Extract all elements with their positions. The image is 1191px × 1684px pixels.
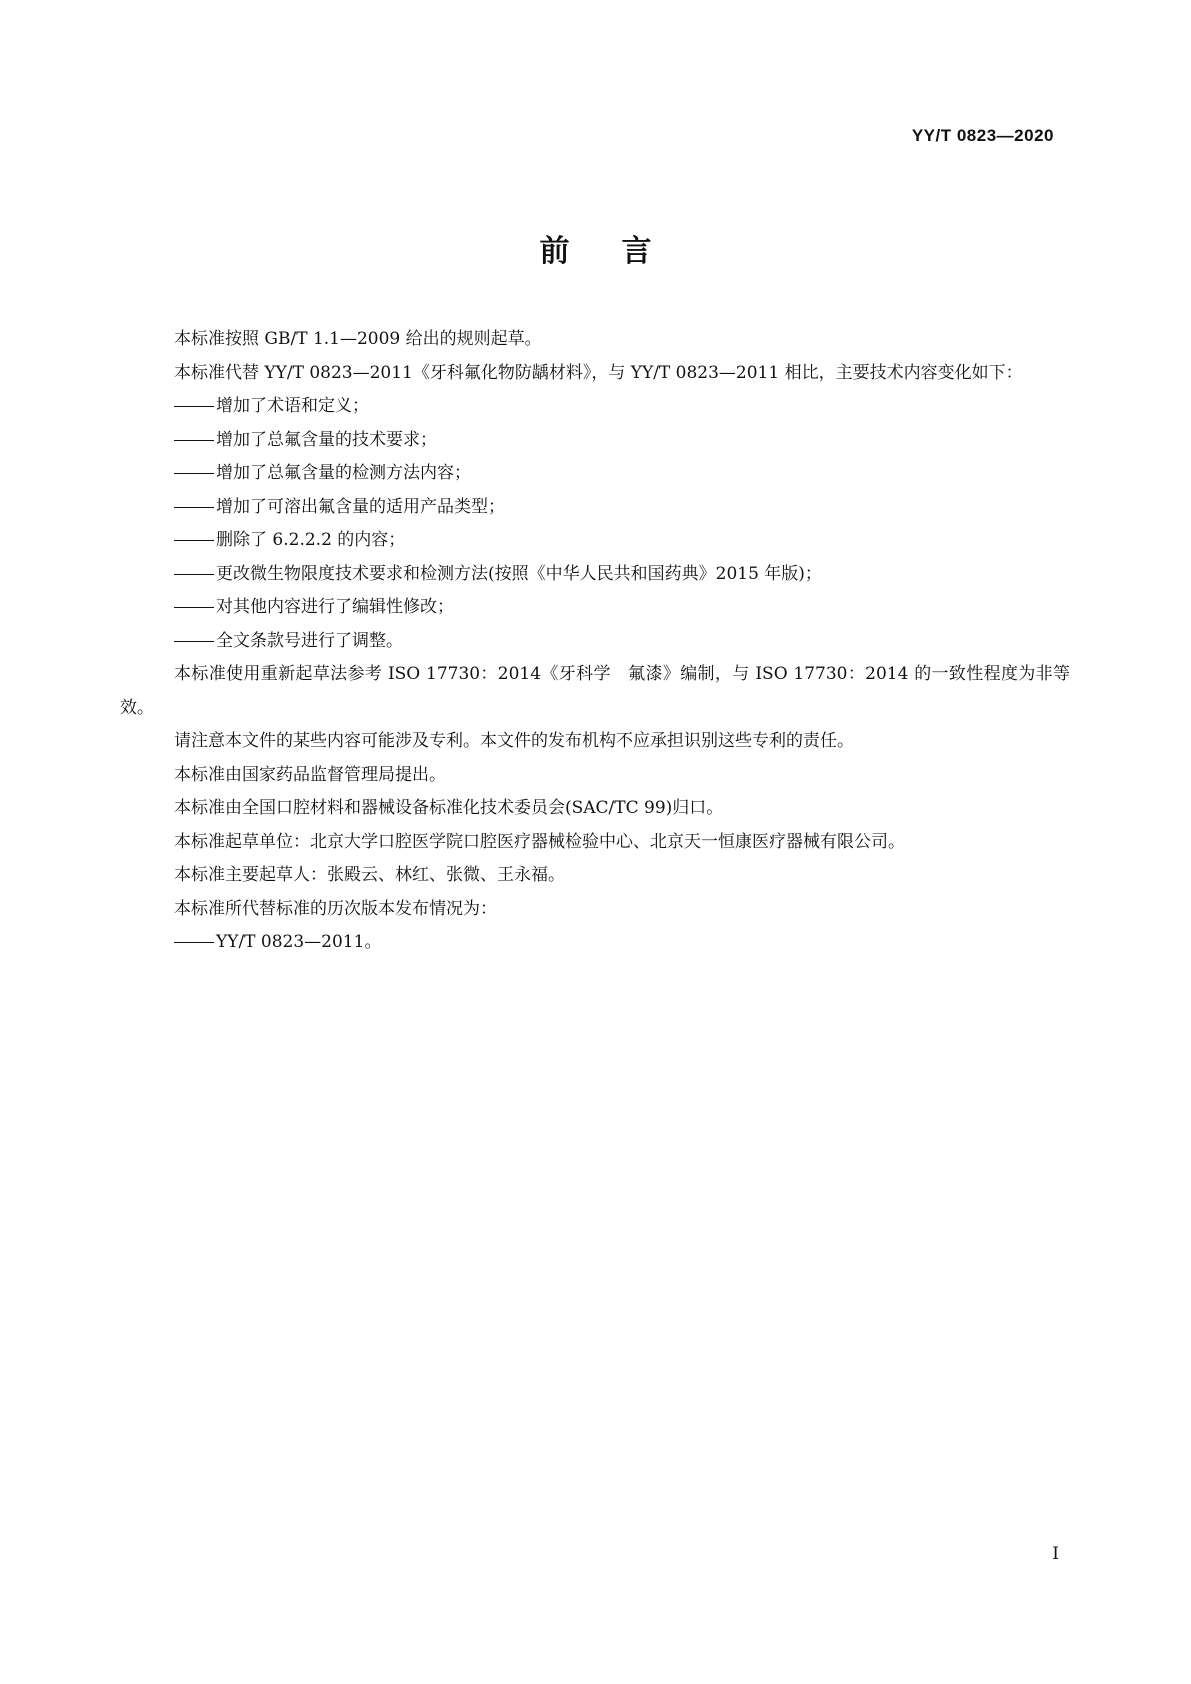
paragraph-patent-notice: 请注意本文件的某些内容可能涉及专利。本文件的发布机构不应承担识别这些专利的责任。: [174, 731, 854, 751]
list-item-text: 增加了术语和定义；: [216, 396, 369, 416]
paragraph-iso-reference: 本标准使用重新起草法参考 ISO 17730：2014《牙科学 氟漆》编制，与 ISO 17730：2014 的一致性程度为非等效。: [120, 664, 1070, 718]
paragraph-drafters: 本标准主要起草人：张殿云、林红、张微、王永福。: [174, 865, 565, 885]
dash-marker: [174, 440, 214, 441]
dash-marker: [174, 406, 214, 407]
dash-marker: [174, 473, 214, 474]
list-item-text: 全文条款号进行了调整。: [216, 630, 403, 651]
page-number: I: [1052, 1544, 1059, 1564]
list-item: [120, 558, 1070, 592]
list-item: [120, 625, 1070, 659]
list-item: [120, 390, 1070, 424]
list-item-text: 对其他内容进行了编辑性修改；: [216, 597, 454, 617]
list-item-text: 删除了 6.2.2.2 的内容；: [216, 530, 406, 550]
dash-marker: [174, 641, 214, 642]
list-item-text: 增加了可溶出氟含量的适用产品类型；: [216, 496, 505, 517]
list-item-text: 增加了总氟含量的技术要求；: [216, 429, 437, 450]
document-body: [120, 323, 1070, 960]
dash-marker: [174, 540, 214, 541]
dash-marker: [174, 607, 214, 608]
list-item-text: 更改微生物限度技术要求和检测方法(按照《中华人民共和国药典》2015 年版)；: [216, 563, 822, 584]
list-item: [120, 424, 1070, 458]
list-item: [120, 926, 1070, 960]
dash-marker: [174, 942, 214, 943]
paragraph-history: 本标准所代替标准的历次版本发布情况为：: [174, 898, 497, 919]
list-item-text: YY/T 0823—2011。: [216, 932, 382, 952]
dash-marker: [174, 507, 214, 508]
dash-marker: [174, 574, 214, 575]
paragraph-committee: 本标准由全国口腔材料和器械设备标准化技术委员会(SAC/TC 99)归口。: [174, 798, 724, 818]
list-item: [120, 591, 1070, 625]
page-title: 前言: [539, 234, 704, 269]
standard-code: YY/T 0823—2020: [911, 126, 1054, 145]
list-item: [120, 491, 1070, 525]
paragraph-drafting-units: 本标准起草单位：北京大学口腔医学院口腔医疗器械检验中心、北京天一恒康医疗器械有限公司。: [174, 831, 905, 852]
paragraph-replaces: 本标准代替 YY/T 0823—2011《牙科氟化物防龋材料》，与 YY/T 0823—2011 相比，主要技术内容变化如下：: [174, 362, 1023, 383]
list-item: [120, 457, 1070, 491]
paragraph-proposer: 本标准由国家药品监督管理局提出。: [174, 764, 446, 785]
list-item: [120, 524, 1070, 558]
list-item-text: 增加了总氟含量的检测方法内容；: [216, 463, 471, 483]
paragraph-drafting-rules: 本标准按照 GB/T 1.1—2009 给出的规则起草。: [174, 329, 542, 349]
